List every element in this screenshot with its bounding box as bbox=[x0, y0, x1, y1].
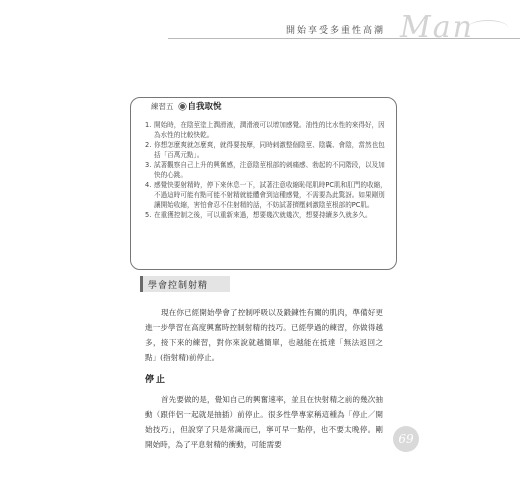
exercise-title: 自我取悅 bbox=[187, 102, 222, 112]
header-brand-logo: Man bbox=[400, 10, 474, 45]
exercise-item-text: 感覺快要射精時，停下來休息一下，試著注意收縮恥尾肌時PC肌和肛門的收縮，不過這時可能有點可能不射精就能體會到這種感覺，不需要為此驚訝。如果剛別讓開始收縮，害怕會忍不住射精的話，不妨試著擠壓刺激陰莖根部的PC肌。 bbox=[154, 181, 387, 209]
exercise-item-number: 4. bbox=[145, 181, 152, 189]
header-title: 開始享受多重性高潮 bbox=[286, 26, 386, 36]
subheading-stop: 停止 bbox=[145, 375, 168, 385]
running-header bbox=[168, 10, 520, 45]
exercise-list bbox=[145, 120, 389, 220]
exercise-item bbox=[145, 180, 389, 210]
exercise-box bbox=[130, 97, 397, 270]
exercise-item bbox=[145, 120, 389, 140]
page-number: 69 bbox=[393, 426, 419, 452]
exercise-header bbox=[151, 98, 222, 114]
exercise-item-number: 2. bbox=[145, 141, 152, 149]
bullet-icon bbox=[180, 104, 185, 109]
exercise-item bbox=[145, 160, 389, 180]
section-heading: 學會控制射精 bbox=[140, 276, 230, 292]
exercise-title-wrap bbox=[180, 100, 222, 112]
header-swoosh-decoration bbox=[468, 20, 508, 35]
exercise-item-text: 在重獲控制之後，可以重新來過，想要幾次就幾次，想要持續多久就多久。 bbox=[154, 211, 372, 219]
exercise-item-number: 1. bbox=[145, 121, 152, 129]
body-paragraph-2: 首先要做的是，覺知自己的興奮速率，並且在快射精之前的幾次抽動（跟伴侶一起就是抽插）前停止。很多性學專家稱這種為「停止／開始技巧」，但說穿了只是常識而已，寧可早一點停，也不要太晚停。剛開始時，為了平息射精的衝動，可能需要 bbox=[145, 395, 383, 449]
exercise-item-number: 3. bbox=[145, 161, 152, 169]
exercise-item-number: 5. bbox=[145, 211, 152, 219]
exercise-item-text: 你想怎麼爽就怎麼爽，就得要按摩，同時刺激整個陰莖、陰囊、會陰，當然也包括「百萬元點」。 bbox=[154, 141, 385, 159]
exercise-item-text: 試著觀察自己上升的興奮感，注意陰莖根部的刺痛感、勃起的不同階段，以及加快的心跳。 bbox=[154, 161, 385, 179]
exercise-item bbox=[145, 210, 389, 220]
exercise-item-text: 開始時，在陰莖塗上潤滑液，潤滑液可以增加感覺。油性的比水性的來得好，因為水性的比較快乾。 bbox=[154, 121, 385, 139]
exercise-label: 練習五 bbox=[151, 101, 174, 111]
body-paragraph-1: 現在你已經開始學會了控制呼吸以及鍛鍊性有關的肌肉，準備好更進一步學習在高度興奮時控制射精的技巧。已經學過的練習，你做得越多，接下來的練習，對你來說就越簡單，也越能在抵達「無法返回之點」(指射精)前停止。 bbox=[145, 308, 383, 362]
exercise-item bbox=[145, 140, 389, 160]
